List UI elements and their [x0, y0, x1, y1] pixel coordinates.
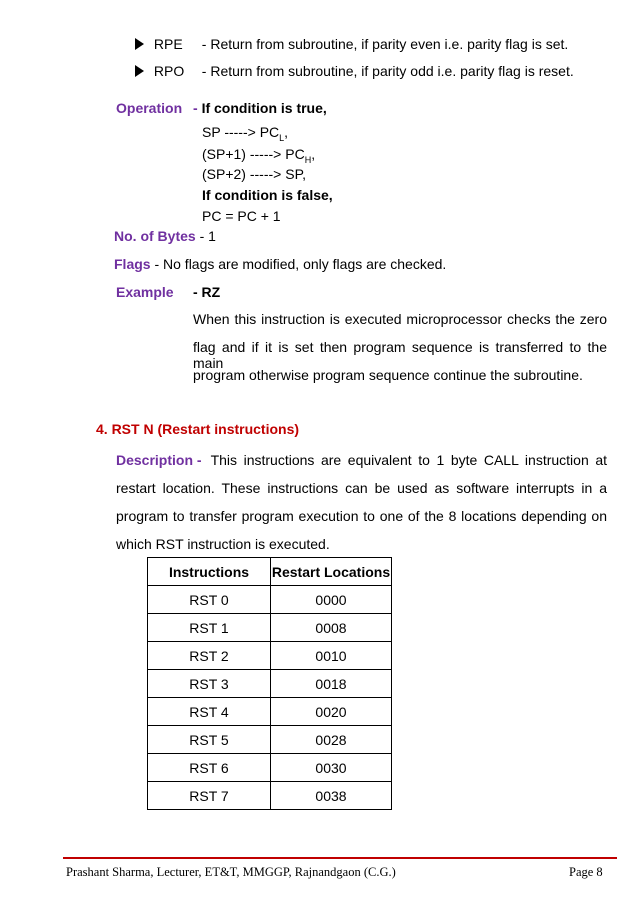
operation-dash: - [193, 100, 198, 116]
operation-condition-false: If condition is false, [202, 187, 333, 203]
operation-line2: SP -----> $PC_L$, [202, 124, 289, 143]
example-line2: flag and if it is set then program sequence is transferred to the main [193, 339, 607, 371]
operation-line1 [193, 100, 327, 116]
bytes-value: - 1 [199, 228, 216, 244]
operation-line4: (SP+2) -----> SP, [202, 166, 306, 182]
operation-row [116, 100, 182, 116]
operation-condition-true: If condition is true, [201, 100, 327, 116]
flags-value: - No flags are modified, only flags are checked. [154, 256, 447, 272]
table-header-row [148, 558, 392, 586]
example-line1: When this instruction is executed microprocessor checks the zero [193, 311, 607, 327]
operation-line3: (SP+1) -----> $PC_H$, [202, 146, 316, 165]
restart-table [147, 557, 392, 810]
table-row: RST 4 0020 [148, 698, 392, 726]
table-row: RST 7 0038 [148, 782, 392, 810]
bytes-label: No. of Bytes [114, 228, 196, 244]
bullet-rpo [135, 63, 574, 79]
bullet-code: RPO [153, 63, 185, 79]
example-label: Example [116, 284, 174, 300]
description-label: Description [116, 452, 194, 468]
description-line3: program to transfer program execution to one of the 8 locations depending on [116, 508, 607, 524]
table-row: RST 0 0000 [148, 586, 392, 614]
flags-label: Flags [114, 256, 151, 272]
table-header-locations: Restart Locations [271, 558, 392, 586]
table-row: RST 2 0010 [148, 642, 392, 670]
description-line4: which RST instruction is executed. [116, 536, 330, 552]
bytes-row [114, 228, 216, 244]
bullet-rpe [135, 36, 568, 52]
arrow-bullet-icon [135, 38, 144, 50]
section-heading: 4. RST N (Restart instructions) [96, 421, 300, 437]
table-row: RST 6 0030 [148, 754, 392, 782]
description-line1: Description - This instructions are equivalent to 1 byte CALL instruction at [116, 452, 607, 468]
table-header-instructions: Instructions [148, 558, 271, 586]
footer-divider [63, 857, 617, 859]
operation-label: Operation [116, 100, 183, 116]
operation-line6: PC = PC + 1 [202, 208, 281, 224]
flags-row [114, 256, 446, 272]
description-line2: restart location. These instructions can be used as software interrupts in a [116, 480, 607, 496]
example-line3: program otherwise program sequence continue the subroutine. [193, 367, 583, 383]
table-row: RST 5 0028 [148, 726, 392, 754]
bullet-desc: - Return from subroutine, if parity even i.e. parity flag is set. [201, 36, 569, 52]
table-row: RST 3 0018 [148, 670, 392, 698]
arrow-bullet-icon [135, 65, 144, 77]
bullet-code: RPE [153, 36, 183, 52]
footer-author: Prashant Sharma, Lecturer, ET&T, MMGGP, Rajnandgaon (C.G.) [66, 865, 396, 879]
table-row: RST 1 0008 [148, 614, 392, 642]
footer-page-number: Page 8 [569, 865, 603, 879]
example-value: - RZ [193, 284, 221, 300]
bullet-desc: - Return from subroutine, if parity odd i.e. parity flag is reset. [201, 63, 574, 79]
